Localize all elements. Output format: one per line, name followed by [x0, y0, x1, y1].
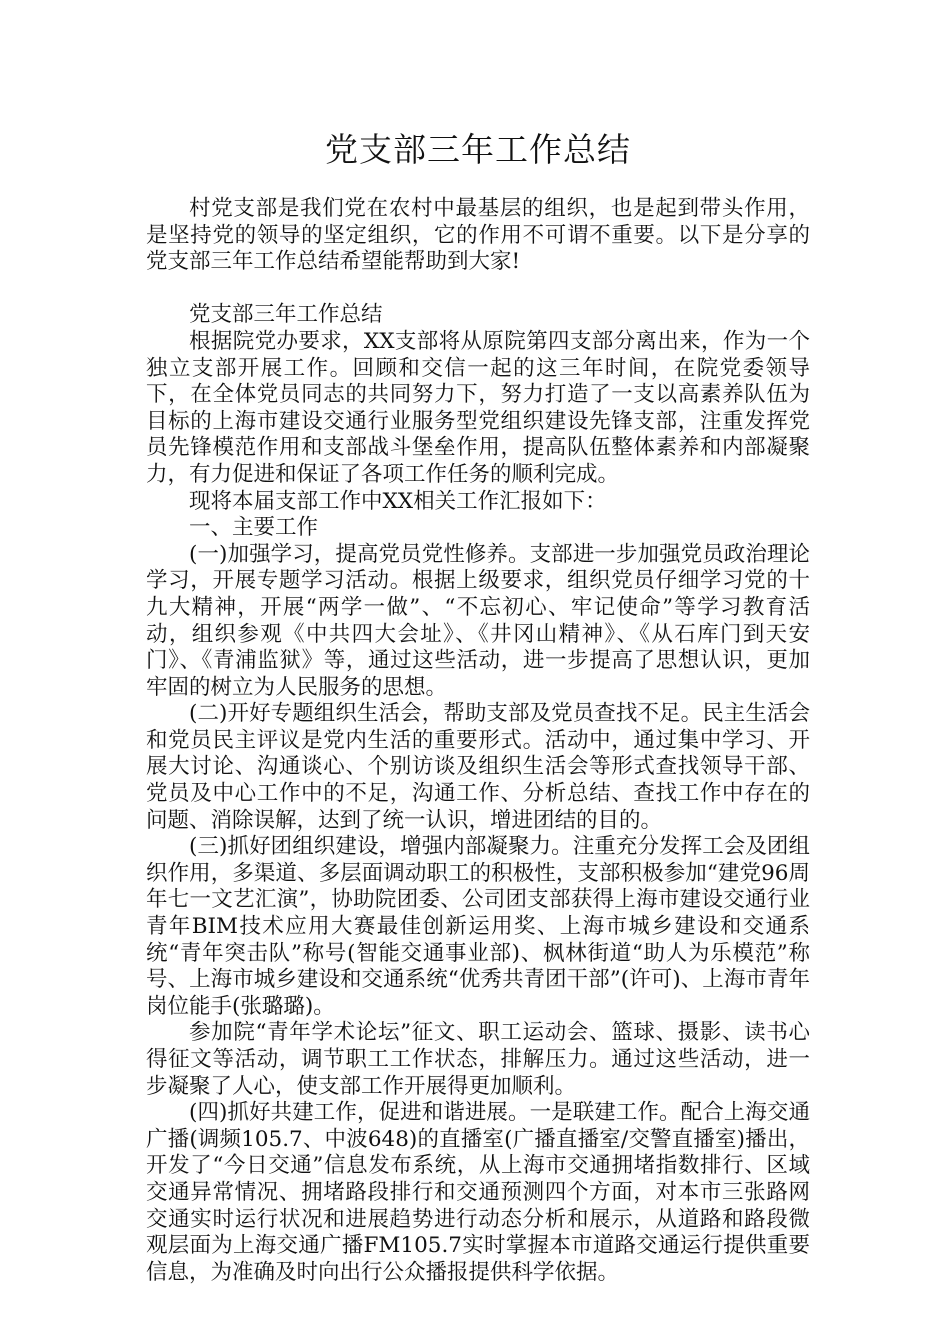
- body-paragraph: (三)抓好团组织建设，增强内部凝聚力。注重充分发挥工会及团组织作用，多渠道、多层面调动职工的积极性，支部积极参加“建党96周年七一文艺汇演”，协助院团委、公司团支部获得上海市建设交通行业青年BIM技术应用大赛最佳创新运用奖、上海市城乡建设和交通系统“青年突击队”称号(智能交通事业部)、枫林街道“助人为乐模范”称号、上海市城乡建设和交通系统“优秀共青团干部”(许可)、上海市青年岗位能手(张璐璐)。: [146, 834, 810, 1019]
- subsection-heading: 一、主要工作: [189, 515, 319, 541]
- document-body: [146, 196, 810, 1286]
- section-heading: 党支部三年工作总结: [189, 302, 383, 328]
- body-paragraph: (二)开好专题组织生活会，帮助支部及党员查找不足。民主生活会和党员民主评议是党内生活的重要形式。活动中，通过集中学习、开展大讨论、沟通谈心、个别访谈及组织生活会等形式查找领导干部、党员及中心工作中的不足，沟通工作、分析总结、查找工作中存在的问题、消除误解，达到了统一认识，增进团结的目的。: [146, 701, 810, 833]
- body-paragraph: 现将本届支部工作中XX相关工作汇报如下：: [189, 488, 607, 514]
- body-paragraph: (四)抓好共建工作，促进和谐进展。一是联建工作。配合上海交通广播(调频105.7、中波648)的直播室(广播直播室/交警直播室)播出，开发了“今日交通”信息发布系统，从上海市交通拥堵指数排行、区域交通异常情况、拥堵路段排行和交通预测四个方面，对本市三张路网交通实时运行状况和进展趋势进行动态分析和展示，从道路和路段微观层面为上海交通广播FM105.7实时掌握本市道路交通运行提供重要信息，为准确及时向出行公众播报提供科学依据。: [146, 1100, 810, 1285]
- intro-paragraph: 村党支部是我们党在农村中最基层的组织，也是起到带头作用，是坚持党的领导的坚定组织，它的作用不可谓不重要。以下是分享的党支部三年工作总结希望能帮助到大家!: [146, 196, 810, 275]
- document-title: 党支部三年工作总结: [325, 130, 631, 169]
- body-paragraph: 根据院党办要求，XX支部将从原院第四支部分离出来，作为一个独立支部开展工作。回顾和交信一起的这三年时间，在院党委领导下，在全体党员同志的共同努力下，努力打造了一支以高素养队伍为目标的上海市建设交通行业服务型党组织建设先锋支部，注重发挥党员先锋模范作用和支部战斗堡垒作用，提高队伍整体素养和内部凝聚力，有力促进和保证了各项工作任务的顺利完成。: [146, 328, 810, 487]
- body-paragraph: (一)加强学习，提高党员党性修养。支部进一步加强党员政治理论学习，开展专题学习活动。根据上级要求，组织党员仔细学习党的十九大精神，开展“两学一做”、“不忘初心、牢记使命”等学习教育活动，组织参观《中共四大会址》、《井冈山精神》、《从石库门到天安门》、《青浦监狱》等，通过这些活动，进一步提高了思想认识，更加牢固的树立为人民服务的思想。: [146, 541, 810, 700]
- body-paragraph: 参加院“青年学术论坛”征文、职工运动会、篮球、摄影、读书心得征文等活动，调节职工工作状态，排解压力。通过这些活动，进一步凝聚了人心，使支部工作开展得更加顺利。: [146, 1020, 810, 1099]
